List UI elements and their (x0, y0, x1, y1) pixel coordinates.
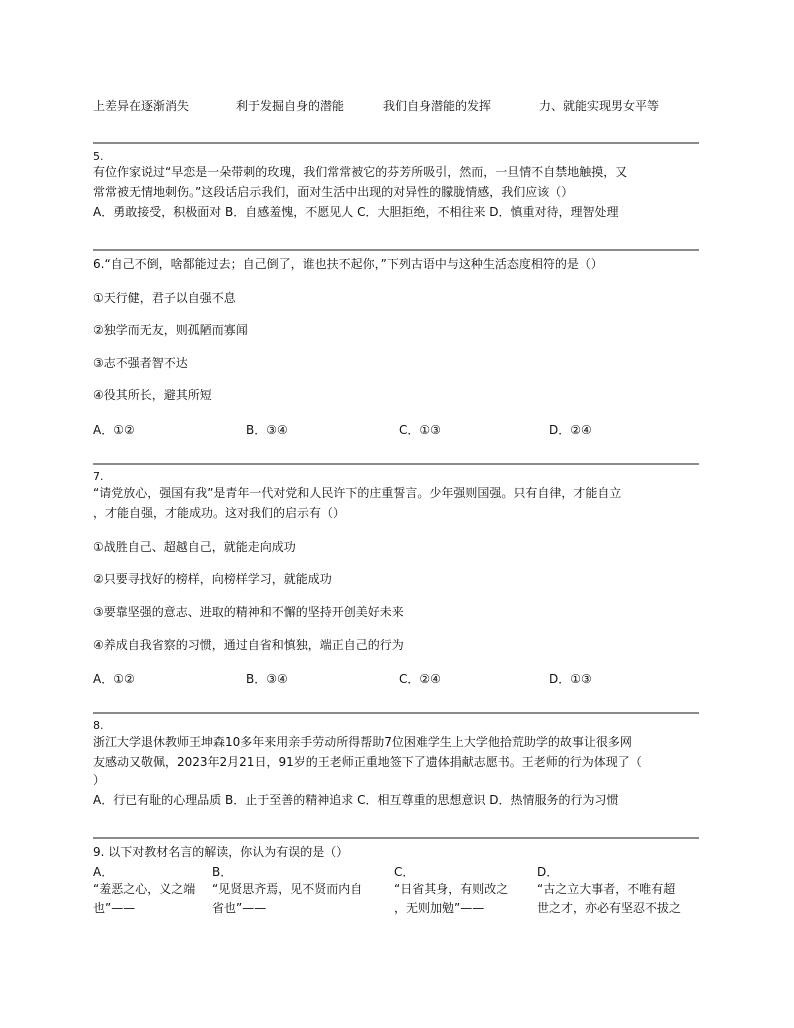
question-7-option-c: C．②④ (399, 672, 441, 686)
top-option-c: 我们自身潜能的发挥 (383, 99, 492, 113)
question-6-item-3: ③志不强者智不达 (93, 356, 188, 370)
divider (93, 712, 699, 714)
divider (93, 463, 699, 465)
question-9-option-a-line1: “羞恶之心，义之端 (93, 882, 196, 896)
divider (93, 837, 699, 839)
question-9-option-c-line1: “日省其身，有则改之 (394, 882, 509, 896)
question-5-stem-line1: 有位作家说过“早恋是一朵带刺的玫瑰，我们常常被它的芬芳所吸引，然而，一旦情不自禁地触摸，又 (93, 165, 628, 179)
question-9-option-a-line2: 也”—— (93, 901, 136, 915)
question-8-number: 8. (93, 719, 104, 732)
question-6-option-b: B．③④ (246, 423, 288, 437)
top-option-b: 利于发掘自身的潜能 (236, 99, 345, 113)
question-5-number: 5. (93, 150, 104, 163)
question-8-stem-line3: ） (93, 773, 106, 787)
question-5-options: A．勇敢接受，积极面对 B．自感羞愧，不愿见人 C．大胆拒绝，不相往来 D．慎重对待，理智处理 (93, 205, 619, 219)
question-7-option-a: A．①② (93, 672, 135, 686)
question-6-option-c: C．①③ (399, 423, 441, 437)
question-9-option-c-label: C． (394, 865, 415, 879)
question-9-option-d-line2: 世之才，亦必有坚忍不拔之 (537, 901, 682, 915)
question-8-stem-line2: 友感动又敬佩，2023年2月21日，91岁的王老师正重地签下了遗体捐献志愿书。王老师的行为体现了（ (93, 755, 642, 769)
top-option-a: 上差异在逐渐消失 (93, 99, 190, 113)
question-7-stem-line2: ，才能自强，才能成功。这对我们的启示有（） (93, 506, 346, 520)
question-8-options: A．行已有耻的心理品质 B．止于至善的精神追求 C．相互尊重的思想意识 D．热情服务的行为习惯 (93, 793, 619, 807)
question-7-number: 7. (93, 470, 104, 483)
question-6-stem: 6.“自己不倒，啥都能过去；自己倒了，谁也扶不起你，”下列古语中与这种生活态度相符的是（） (93, 257, 603, 271)
question-5-stem-line2: 常常被无情地刺伤。”这段话启示我们，面对生活中出现的对异性的朦胧情感，我们应该（） (93, 185, 574, 199)
question-6-item-4: ④役其所长，避其所短 (93, 388, 212, 402)
question-9-option-c-line2: ，无则加勉”—— (394, 901, 485, 915)
question-9-option-d-line1: “古之立大事者，不唯有超 (537, 882, 676, 896)
question-9-option-b-label: B． (212, 865, 233, 879)
question-7-option-b: B．③④ (246, 672, 288, 686)
question-7-item-1: ①战胜自己、超越自己，就能走向成功 (93, 540, 296, 554)
question-7-option-d: D．①③ (549, 672, 592, 686)
question-7-stem-line1: “请党放心，强国有我”是青年一代对党和人民许下的庄重誓言。少年强则国强。只有自律，才能自立 (93, 486, 622, 500)
question-6-option-a: A．①② (93, 423, 135, 437)
question-9-option-b-line1: “见贤思齐焉，见不贤而内自 (212, 882, 363, 896)
question-6-item-1: ①天行健，君子以自强不息 (93, 291, 236, 305)
question-6-option-d: D．②④ (549, 423, 592, 437)
question-7-item-4: ④养成自我省察的习惯，通过自省和慎独，端正自己的行为 (93, 638, 404, 652)
divider (93, 249, 699, 251)
question-7-item-3: ③要靠坚强的意志、进取的精神和不懈的坚持开创美好未来 (93, 605, 404, 619)
question-9-option-b-line2: 省也”—— (212, 901, 267, 915)
question-7-item-2: ②只要寻找好的榜样，向榜样学习，就能成功 (93, 572, 332, 586)
divider (93, 142, 699, 144)
top-option-d: 力、就能实现男女平等 (539, 99, 660, 113)
question-9-stem: 9. 以下对教材名言的解读，你认为有误的是（） (93, 845, 349, 859)
question-8-stem-line1: 浙江大学退休教师王坤森10多年来用亲手劳动所得帮助7位困难学生上大学他拾荒助学的故事让很多网 (93, 735, 632, 749)
question-9-option-a-label: A． (93, 865, 114, 879)
question-9-option-d-label: D． (537, 865, 559, 879)
question-6-item-2: ②独学而无友，则孤陋而寡闻 (93, 323, 248, 337)
